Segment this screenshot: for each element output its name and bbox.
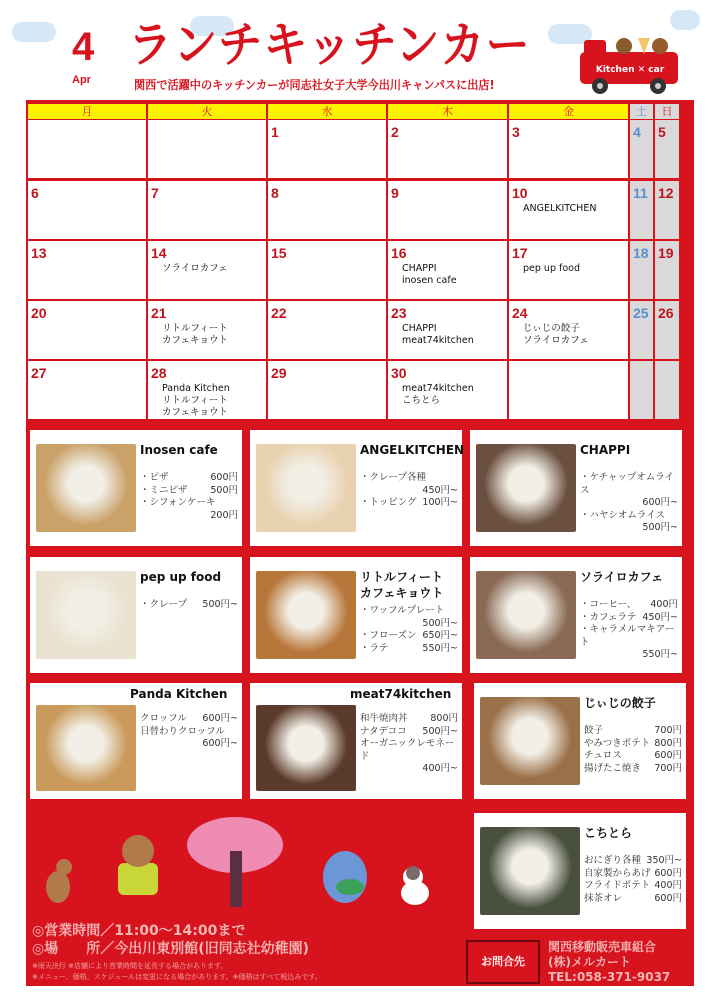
vendor-menu: [140, 472, 238, 522]
vendor-name: Panda Kitchen: [130, 687, 228, 701]
menu-item-price: 400円: [650, 599, 678, 610]
event-vendor: Panda Kitchen: [162, 383, 230, 394]
menu-item-name: ・クレープ各種: [360, 472, 427, 483]
calendar-day: [268, 241, 386, 299]
menu-item-price: 500円~: [422, 725, 458, 737]
calendar-day: [268, 181, 386, 239]
menu-item-name: ・ワッフルプレート: [360, 605, 445, 616]
vendor-name: ソライロカフェ: [580, 570, 664, 584]
menu-item-name: ・コーヒー、: [580, 599, 637, 610]
menu-item: [584, 750, 682, 763]
calendar-day: [388, 301, 507, 359]
calendar-day: [268, 301, 386, 359]
food-photo: [480, 697, 580, 785]
vendor-name: こちとら: [584, 826, 633, 840]
day-number: 5: [658, 124, 666, 140]
menu-item: [584, 725, 682, 738]
menu-item-name: ・ピザ: [140, 472, 169, 483]
menu-item: [584, 738, 682, 751]
menu-item-name: ・ラテ: [360, 642, 389, 654]
calendar-day: [388, 361, 507, 419]
event-vendor: こちとら: [402, 395, 441, 406]
day-number: 9: [391, 185, 399, 201]
day-number: 22: [271, 305, 287, 321]
menu-item-price: 600円~: [202, 738, 238, 749]
calendar: [28, 104, 680, 420]
menu-item: [360, 643, 458, 656]
page-title: ランチキッチンカー: [128, 17, 531, 73]
vendor-menu: [140, 713, 238, 751]
menu-item-price: 550円~: [642, 649, 678, 660]
menu-item-price: 350円~: [646, 855, 682, 866]
vendor-card: [470, 430, 682, 546]
dog-icon: [46, 859, 72, 903]
menu-item-price: 650円~: [422, 630, 458, 641]
calendar-day: [630, 241, 653, 299]
menu-item: [584, 880, 682, 893]
event-vendor: リトルフィート: [162, 323, 228, 334]
food-photo: [36, 571, 136, 659]
location: ◎場 所／今出川東別館(旧同志社幼稚園): [32, 941, 310, 957]
menu-item-price: 600円~: [202, 713, 238, 724]
event-vendor: カフェキョウト: [162, 407, 229, 418]
menu-item-price: 200円: [210, 509, 238, 521]
day-events: [523, 203, 596, 215]
menu-item-price: 450円~: [422, 484, 458, 496]
calendar-day: [509, 241, 628, 299]
menu-item-name: やみつきポテト: [584, 737, 651, 749]
vendor-name: CHAPPI: [580, 443, 631, 457]
menu-item: [580, 599, 678, 612]
menu-item-name: ・シフォンケーキ: [140, 497, 216, 508]
day-number: 12: [658, 185, 674, 201]
day-events: [402, 323, 474, 347]
menu-item-price: 600円: [654, 892, 682, 904]
menu-item-name: ・クレープ: [140, 599, 188, 610]
menu-item: [140, 599, 238, 612]
day-number: 30: [391, 365, 407, 381]
day-number: 27: [31, 365, 47, 381]
vendor-card: [30, 557, 242, 673]
month-label: Apr: [72, 74, 91, 86]
calendar-day: [655, 120, 679, 178]
weekday-header: 金: [509, 104, 628, 119]
day-number: 11: [633, 185, 648, 201]
vendor-card: [250, 683, 462, 799]
menu-item-price: 500円~: [642, 522, 678, 533]
weekday-header: 土: [630, 104, 653, 119]
calendar-day: [28, 241, 146, 299]
menu-item-name: ・ミニピザ: [140, 484, 188, 496]
menu-item: [360, 738, 458, 776]
day-number: 3: [512, 124, 520, 140]
menu-item-name: 自家製からあげ: [584, 867, 651, 879]
calendar-day: [630, 120, 653, 178]
day-number: 23: [391, 305, 407, 321]
business-hours: ◎営業時間／11:00～14:00まで: [32, 923, 246, 939]
vendor-card: [474, 683, 686, 799]
event-vendor: じぃじの餃子: [523, 323, 580, 334]
animals-illustration: [30, 815, 450, 915]
calendar-day: [28, 181, 146, 239]
note-weather: ※雨天決行 ※店舗により営業時間を延長する場合があります。: [32, 962, 228, 970]
kitchen-car-icon: [578, 36, 682, 96]
event-vendor: CHAPPI: [402, 263, 437, 274]
cloud-decoration: [12, 22, 56, 42]
day-events: [162, 263, 228, 275]
calendar-day: [148, 361, 266, 419]
food-photo: [480, 827, 580, 915]
month-number: 4: [72, 25, 95, 69]
vendor-card: [30, 683, 242, 799]
menu-item-price: 100円~: [422, 497, 458, 508]
vendor-menu: [360, 713, 458, 776]
event-vendor: CHAPPI: [402, 323, 437, 334]
day-events: [162, 383, 230, 419]
elephant-icon: [323, 851, 367, 903]
menu-item-name: ・ケチャップオムライス: [580, 472, 674, 496]
menu-item-price: 400円~: [422, 763, 458, 774]
menu-item: [140, 485, 238, 498]
vendor-name: ANGELKITCHEN: [360, 443, 465, 457]
event-vendor: リトルフィート: [162, 395, 228, 406]
weekday-header: 木: [388, 104, 507, 119]
menu-item-price: 600円: [654, 867, 682, 879]
day-number: 7: [151, 185, 159, 201]
calendar-day: [630, 361, 653, 419]
menu-item: [360, 630, 458, 643]
food-photo: [36, 705, 136, 791]
day-number: 19: [658, 245, 674, 261]
vendor-menu: [360, 472, 458, 510]
contact-label: お問合先: [466, 940, 540, 984]
truck-label: Kitchen ✕ car: [595, 65, 665, 75]
calendar-day: [148, 120, 266, 178]
calendar-day: [655, 241, 679, 299]
calendar-day: [28, 301, 146, 359]
day-number: 15: [271, 245, 287, 261]
menu-item-price: 600円~: [642, 497, 678, 508]
day-events: [162, 323, 228, 347]
food-photo: [476, 444, 576, 532]
calendar-day: [655, 361, 679, 419]
weekday-header: 月: [28, 104, 146, 119]
menu-item-name: クロッフル: [140, 713, 187, 724]
cloud-decoration: [670, 10, 700, 30]
calendar-day: [148, 301, 266, 359]
menu-item: [140, 726, 238, 751]
vendor-menu: [580, 472, 678, 535]
vendor-menu: [584, 855, 682, 905]
menu-item: [360, 605, 458, 630]
day-number: 2: [391, 124, 399, 140]
menu-item: [584, 868, 682, 881]
vendor-card: [30, 430, 242, 546]
menu-item-name: ・ハヤシオムライス: [580, 509, 666, 521]
calendar-day: [655, 181, 679, 239]
menu-item-price: 800円: [654, 737, 682, 749]
menu-item-name: 和牛焼肉丼: [360, 713, 408, 724]
day-events: [402, 383, 474, 407]
cat-icon: [401, 866, 429, 905]
vendor-card: [250, 430, 465, 546]
menu-item-name: ・キャラメルマキアート: [580, 624, 675, 648]
day-events: [402, 263, 457, 287]
calendar-day: [509, 301, 628, 359]
day-number: 18: [633, 245, 649, 261]
cherry-tree-icon: [187, 817, 283, 907]
day-number: 25: [633, 305, 649, 321]
contact-phone[interactable]: TEL:058-371-9037: [548, 970, 671, 984]
menu-item-name: 餃子: [584, 725, 604, 736]
weekday-header: 日: [655, 104, 679, 119]
calendar-day: [148, 181, 266, 239]
calendar-day: [509, 361, 628, 419]
food-photo: [36, 444, 136, 532]
menu-item: [584, 763, 682, 776]
weekday-header: 火: [148, 104, 266, 119]
menu-item-name: オーガニックレモネード: [360, 738, 455, 762]
menu-item-price: 500円~: [422, 617, 458, 629]
event-vendor: ANGELKITCHEN: [523, 203, 597, 214]
event-vendor: meat74kitchen: [402, 335, 474, 346]
vendor-card: [250, 557, 462, 673]
event-vendor: ソライロカフェ: [162, 263, 228, 274]
menu-item: [584, 893, 682, 906]
menu-item-price: 500円~: [202, 599, 238, 610]
day-number: 28: [151, 365, 167, 381]
event-vendor: pep up food: [523, 263, 580, 274]
menu-item-name: 抹茶オレ: [584, 892, 623, 904]
menu-item: [140, 497, 238, 522]
day-number: 13: [31, 245, 47, 261]
menu-item-price: 800円: [430, 713, 458, 724]
day-number: 4: [633, 124, 641, 140]
day-number: 29: [271, 365, 287, 381]
vendor-name: pep up food: [140, 570, 222, 584]
menu-item: [140, 472, 238, 485]
menu-item-price: 400円: [654, 880, 682, 891]
vendor-card: [474, 813, 686, 929]
event-vendor: meat74kitchen: [402, 383, 474, 394]
calendar-day: [268, 361, 386, 419]
day-events: [523, 323, 589, 347]
calendar-day: [509, 120, 628, 178]
event-vendor: カフェキョウト: [162, 335, 229, 346]
menu-item: [360, 497, 458, 510]
calendar-day: [28, 361, 146, 419]
calendar-day: [630, 301, 653, 359]
event-vendor: inosen cafe: [402, 275, 457, 286]
menu-item: [360, 713, 458, 726]
menu-item: [580, 472, 678, 510]
day-number: 1: [271, 124, 279, 140]
vendor-name: meat74kitchen: [350, 687, 452, 701]
food-photo: [256, 444, 356, 532]
page-subtitle: 関西で活躍中のキッチンカーが同志社女子大学今出川キャンパスに出店!: [134, 78, 495, 92]
day-number: 26: [658, 305, 674, 321]
contact-company: (株)メルカート: [548, 955, 631, 969]
menu-item-price: 550円~: [422, 642, 458, 654]
note-menu: ※メニュー、価格、スケジュールは変更になる場合があります。※価格はすべて税込みです。: [32, 973, 322, 981]
menu-item-price: 600円: [654, 750, 682, 761]
menu-item-price: 500円: [210, 484, 238, 496]
menu-item: [140, 713, 238, 726]
calendar-day: [388, 241, 507, 299]
menu-item: [360, 472, 458, 497]
day-number: 8: [271, 185, 279, 201]
menu-item-name: チュロス: [584, 750, 622, 761]
calendar-day: [509, 181, 628, 239]
day-number: 20: [31, 305, 47, 321]
menu-item: [580, 624, 678, 662]
menu-item: [580, 510, 678, 535]
menu-item-price: 700円: [654, 725, 682, 736]
menu-item-name: 揚げたこ焼き: [584, 762, 642, 774]
calendar-day: [388, 120, 507, 178]
menu-item: [580, 612, 678, 625]
calendar-day: [630, 181, 653, 239]
menu-item-name: ・カフェラテ: [580, 611, 637, 623]
food-photo: [256, 571, 356, 659]
menu-item-price: 700円: [654, 762, 682, 774]
calendar-day: [655, 301, 679, 359]
food-photo: [476, 571, 576, 659]
weekday-header: 水: [268, 104, 386, 119]
vendor-name: リトルフィート カフェキョウト: [360, 570, 444, 600]
menu-item-name: フライドポテト: [584, 880, 651, 891]
day-number: 17: [512, 245, 528, 261]
calendar-day: [388, 181, 507, 239]
calendar-day: [148, 241, 266, 299]
contact-org: 関西移動販売車組合: [548, 940, 657, 954]
menu-item: [584, 855, 682, 868]
day-number: 6: [31, 185, 39, 201]
day-number: 10: [512, 185, 528, 201]
vendor-card: [470, 557, 682, 673]
menu-item-name: 日替わりクロッフル: [140, 725, 225, 737]
menu-item-name: おにぎり各種: [584, 855, 642, 866]
vendor-menu: [360, 605, 458, 655]
vendor-menu: [580, 599, 678, 662]
day-number: 14: [151, 245, 167, 261]
menu-item-price: 600円: [210, 472, 238, 483]
menu-item-name: ナタデココ: [360, 725, 407, 737]
vendor-name: じぃじの餃子: [584, 696, 656, 710]
menu-item-price: 450円~: [642, 611, 678, 623]
menu-item-name: ・トッピング: [360, 497, 417, 508]
menu-item-name: ・フローズン: [360, 630, 417, 641]
day-number: 21: [151, 305, 167, 321]
vendor-menu: [584, 725, 682, 775]
vendor-name: Inosen cafe: [140, 443, 218, 457]
calendar-day: [28, 120, 146, 178]
bear-icon: [118, 835, 158, 895]
vendor-menu: [140, 599, 238, 612]
day-number: 24: [512, 305, 528, 321]
calendar-day: [268, 120, 386, 178]
day-number: 16: [391, 245, 407, 261]
event-vendor: ソライロカフェ: [523, 335, 589, 346]
menu-item: [360, 726, 458, 739]
day-events: [523, 263, 580, 275]
food-photo: [256, 705, 356, 791]
